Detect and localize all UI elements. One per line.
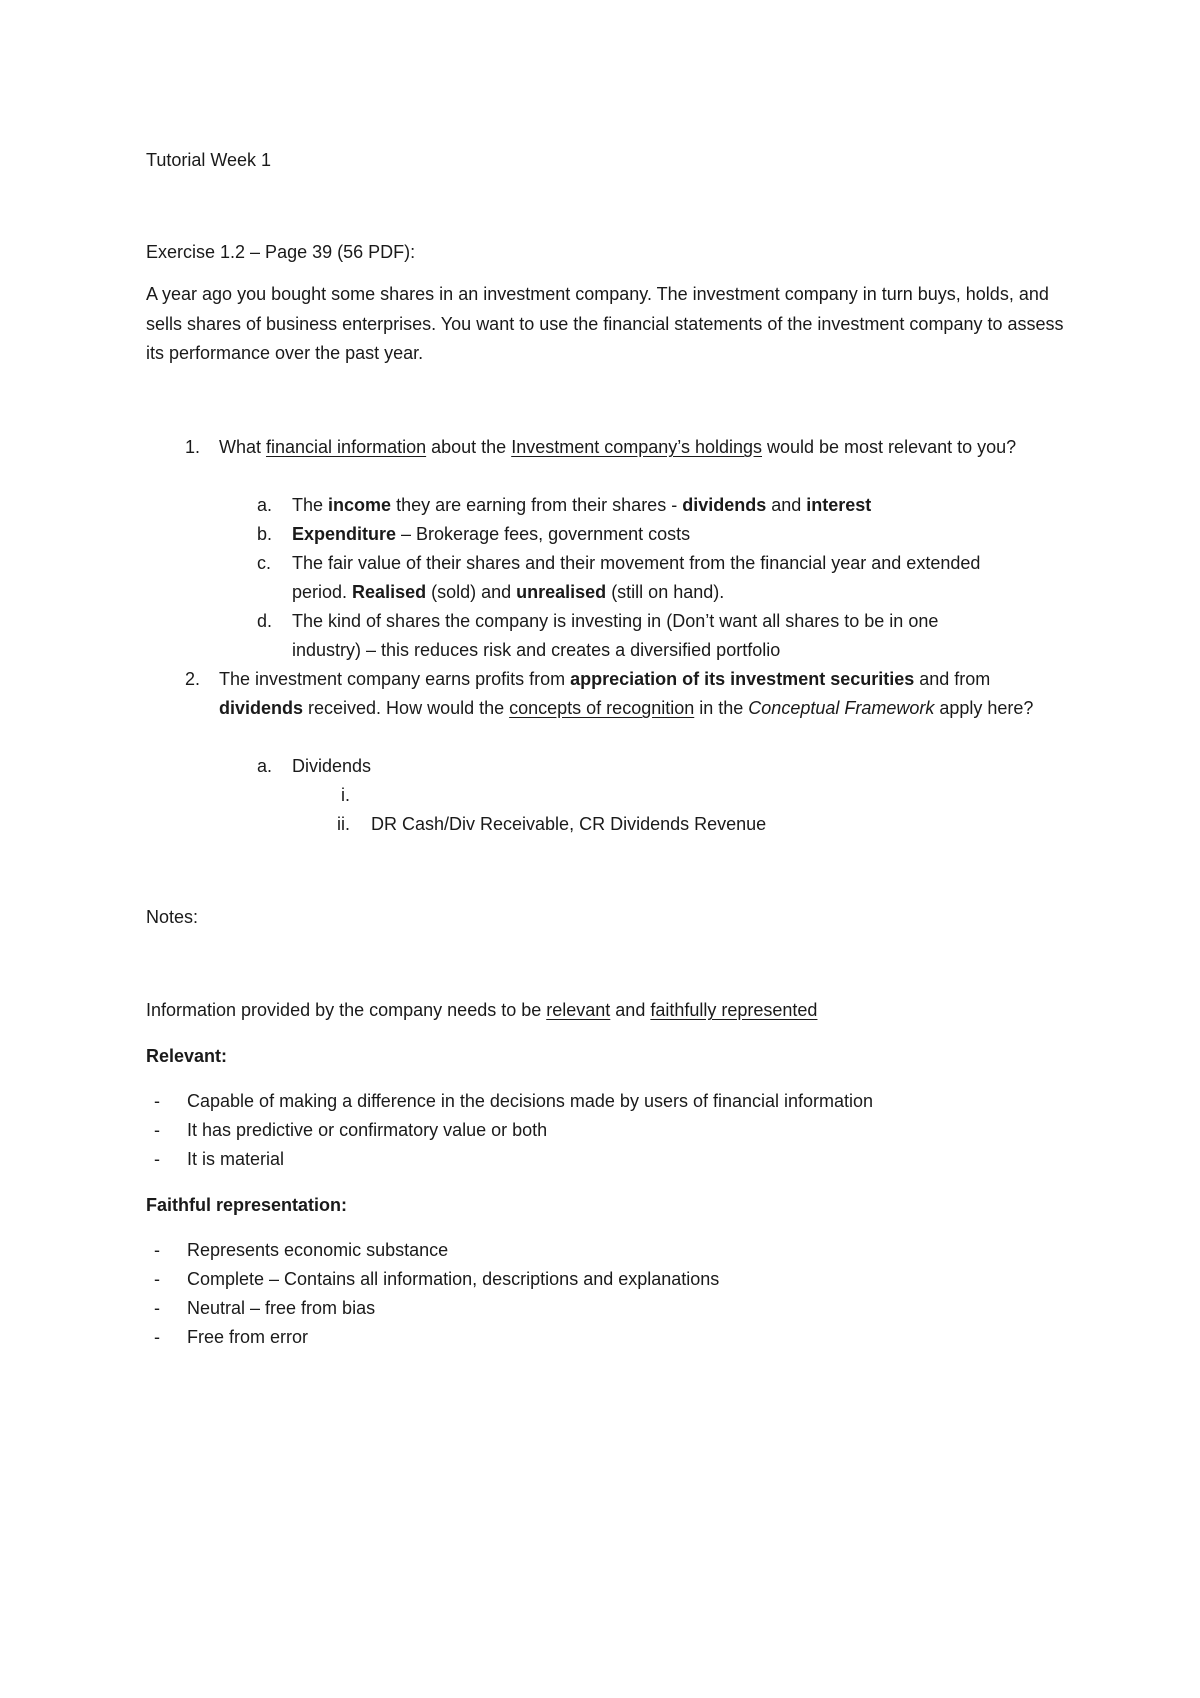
relevant-item: It is material — [187, 1149, 285, 1169]
q2-item-a-text: Dividends — [292, 756, 372, 776]
faithful-item: Neutral – free from bias — [187, 1298, 376, 1318]
q2-roman-i-marker: i. — [341, 785, 350, 805]
q1-item-d-marker: d. — [257, 611, 273, 631]
notes-heading: Notes: — [146, 907, 199, 927]
question-2-number: 2. — [184, 669, 200, 689]
question-1-number: 1. — [184, 437, 200, 457]
faithful-bullet: - — [154, 1240, 160, 1260]
q2-roman-ii-marker: ii. — [337, 814, 350, 834]
q1-item-c-text: The fair value of their shares and their movement from the financial year and extended period. Realised (sold) and unrealised (still on hand). — [292, 553, 981, 602]
relevant-item: It has predictive or confirmatory value or both — [187, 1120, 548, 1140]
q1-item-c-marker: c. — [257, 553, 272, 573]
relevant-bullet: - — [154, 1091, 160, 1111]
faithful-bullet: - — [154, 1327, 160, 1347]
faithful-bullet: - — [154, 1298, 160, 1318]
document-title: Tutorial Week 1 — [146, 150, 272, 170]
relevant-bullet: - — [154, 1120, 160, 1140]
question-1-text: What financial information about the Investment company’s holdings would be most relevant to you? — [219, 437, 1017, 457]
q1-item-b-text: Expenditure – Brokerage fees, government costs — [292, 524, 691, 544]
relevant-bullet: - — [154, 1149, 160, 1169]
faithful-item: Free from error — [187, 1327, 309, 1347]
relevant-heading: Relevant: — [146, 1046, 228, 1066]
q1-item-a-text: The income they are earning from their shares - dividends and interest — [292, 495, 872, 515]
q2-item-a-marker: a. — [257, 756, 273, 776]
q1-item-d-text: The kind of shares the company is investing in (Don’t want all shares to be in one industry) – this reduces risk and creates a diversified portfolio — [292, 611, 939, 660]
relevant-item: Capable of making a difference in the decisions made by users of financial information — [187, 1091, 874, 1111]
intro-paragraph: A year ago you bought some shares in an investment company. The investment company in turn buys, holds, and sells shares of business enterprises. You want to use the financial statements of the investment company to assess its performance over the past year. — [146, 284, 1064, 363]
q1-item-b-marker: b. — [257, 524, 273, 544]
info-paragraph: Information provided by the company needs to be relevant and faithfully represented — [146, 1000, 818, 1020]
faithful-item: Complete – Contains all information, descriptions and explanations — [187, 1269, 720, 1289]
faithful-bullet: - — [154, 1269, 160, 1289]
faithful-heading: Faithful representation: — [146, 1195, 348, 1215]
q1-item-a-marker: a. — [257, 495, 273, 515]
faithful-item: Represents economic substance — [187, 1240, 449, 1260]
question-2-text: The investment company earns profits from appreciation of its investment securities and from dividends received. How would the concepts of recognition in the Conceptual Framework apply here? — [219, 669, 1034, 718]
exercise-heading: Exercise 1.2 – Page 39 (56 PDF): — [146, 242, 416, 262]
q2-roman-ii-text: DR Cash/Div Receivable, CR Dividends Revenue — [371, 814, 767, 834]
